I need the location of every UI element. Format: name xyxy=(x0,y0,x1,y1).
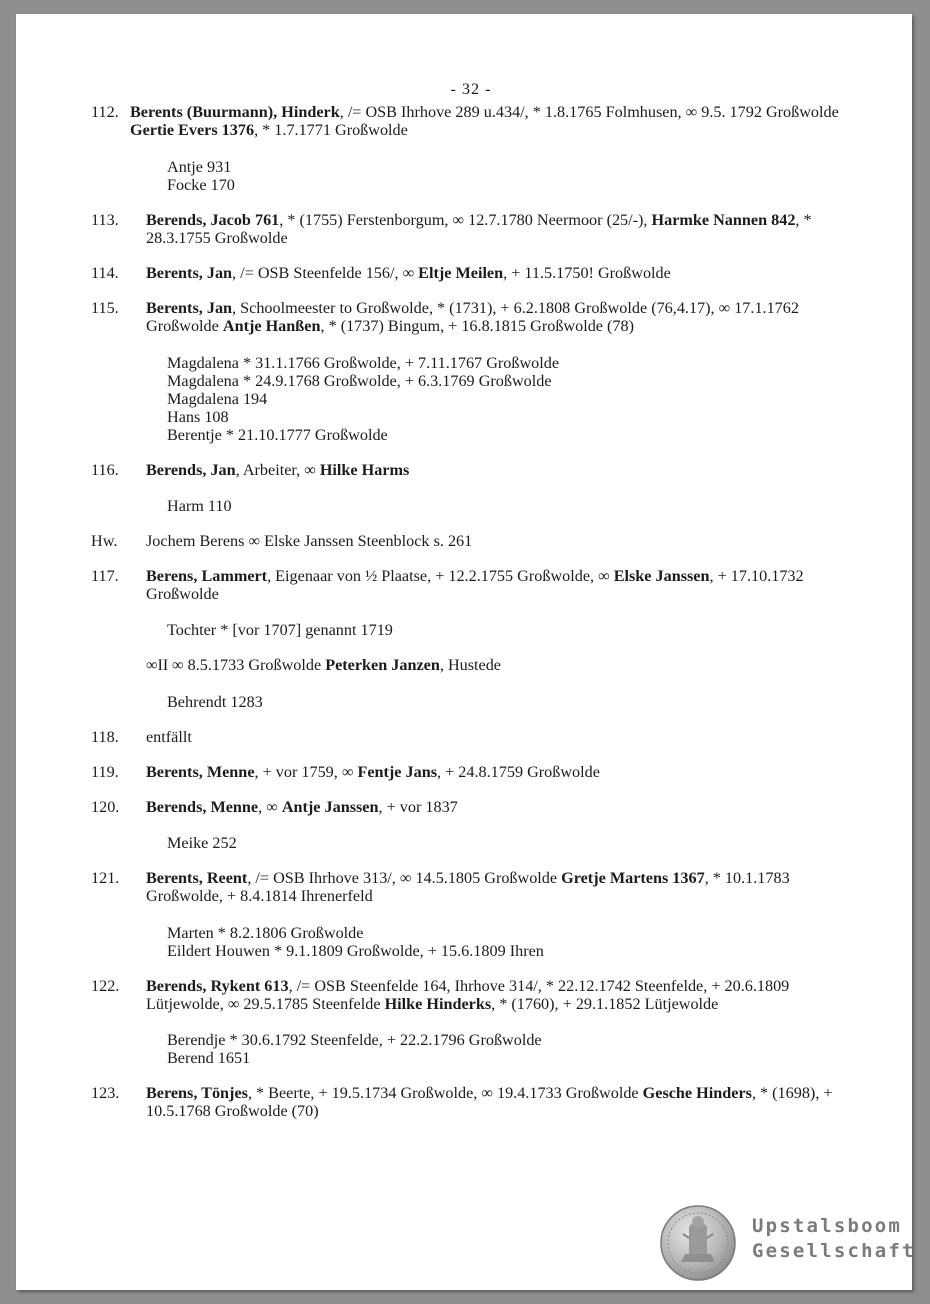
person-name: Berends, Jacob 761 xyxy=(146,210,280,229)
children-list xyxy=(167,834,851,852)
person-name: Berends, Jan xyxy=(146,460,236,479)
children-list xyxy=(167,497,851,515)
child-item: Meike 252 xyxy=(167,834,237,853)
entry-120 xyxy=(91,798,851,816)
entry-text: entfällt xyxy=(146,727,192,746)
child-item: Magdalena 194 xyxy=(167,389,268,408)
entry-number: 112. xyxy=(91,103,119,122)
entry-text xyxy=(146,798,851,816)
entry-number: 121. xyxy=(91,869,120,888)
entry-113 xyxy=(91,211,851,247)
entry-number: 122. xyxy=(91,976,120,995)
entry-details: , * (1755) Ferstenborgum, ∞ 12.7.1780 Neermoor (25/-), xyxy=(279,210,652,229)
entry-number: 123. xyxy=(91,1084,120,1103)
person-name: Berens, Tönjes xyxy=(146,1084,248,1103)
children-list xyxy=(167,924,851,960)
spouse-name: Gretje Martens 1367 xyxy=(561,869,705,888)
entry-details: , Schoolmeester to Großwolde, * (1731), + 6.2.1808 Großwolde (76,4.17), ∞ 17.1.1762 Großwolde xyxy=(146,299,799,336)
entry-number: Hw. xyxy=(91,531,118,550)
spouse-name: Fentje Jans xyxy=(357,762,438,781)
spouse-name: Elske Janssen xyxy=(613,567,710,586)
spouse-details: , * 28.3.1755 Großwolde xyxy=(146,210,812,247)
entry-text xyxy=(146,211,851,247)
entry-details: , /= OSB Steenfelde 164, Ihrhove 314/, * 22.12.1742 Steenfelde, + 20.6.1809 Lütjewolde, ∞ 29.5.1785 Steenfelde xyxy=(146,976,790,1013)
child-item: Harm 110 xyxy=(167,496,232,515)
entry-text xyxy=(130,103,851,139)
entry-details: , Eigenaar von ½ Plaatse, + 12.2.1755 Großwolde, ∞ xyxy=(267,567,614,586)
entry-123 xyxy=(91,1084,851,1120)
entry-number: 115. xyxy=(91,299,119,318)
entry-details: , /= OSB Ihrhove 289 u.434/, * 1.8.1765 Folmhusen, ∞ 9.5. 1792 Großwolde xyxy=(339,103,839,122)
entry-text xyxy=(146,763,851,781)
children-list xyxy=(167,621,851,639)
entry-number: 120. xyxy=(91,798,120,817)
entry-116 xyxy=(91,461,851,479)
spouse-details: , + 24.8.1759 Großwolde xyxy=(437,762,600,781)
logo-line1: Upstalsboom xyxy=(752,1215,903,1237)
entry-number: 118. xyxy=(91,727,119,746)
spouse-name: Eltje Meilen xyxy=(418,264,504,283)
spouse-name: Antje Janssen xyxy=(281,798,379,817)
child-item: Eildert Houwen * 9.1.1809 Großwolde, + 15.6.1809 Ihren xyxy=(167,941,544,960)
entry-text xyxy=(146,299,851,335)
person-name: Berents, Jan xyxy=(146,264,233,283)
entry-115 xyxy=(91,299,851,335)
entry-number: 114. xyxy=(91,264,119,283)
child-item: Magdalena * 31.1.1766 Großwolde, + 7.11.1767 Großwolde xyxy=(167,353,560,372)
child-item: Hans 108 xyxy=(167,407,229,426)
child-item: Berend 1651 xyxy=(167,1049,251,1068)
entry-details: , * Beerte, + 19.5.1734 Großwolde, ∞ 19.4.1733 Großwolde xyxy=(247,1084,643,1103)
child-item: Marten * 8.2.1806 Großwolde xyxy=(167,923,364,942)
spouse-name: Harmke Nannen 842 xyxy=(651,210,796,229)
entry-number: 116. xyxy=(91,460,119,479)
child-item: Berentje * 21.10.1777 Großwolde xyxy=(167,425,388,444)
children-list xyxy=(167,1031,851,1067)
marriage-details: ∞ 8.5.1733 Großwolde xyxy=(172,656,326,675)
child-item: Tochter * [vor 1707] genannt 1719 xyxy=(167,621,393,640)
spouse-name: Hilke Hinderks xyxy=(384,994,492,1013)
child-item: Antje 931 xyxy=(167,157,232,176)
spouse-details: , + vor 1837 xyxy=(378,798,458,817)
spouse-details: , * 10.1.1783 Großwolde, + 8.4.1814 Ihrenerfeld xyxy=(146,869,790,906)
child-item: Berendje * 30.6.1792 Steenfelde, + 22.2.1796 Großwolde xyxy=(167,1031,542,1050)
logo-line2: Gesellschaft xyxy=(752,1240,916,1262)
entry-number: 113. xyxy=(91,210,119,229)
entry-text xyxy=(146,461,851,479)
entry-114 xyxy=(91,264,851,282)
entry-details: , /= OSB Ihrhove 313/, ∞ 14.5.1805 Großwolde xyxy=(247,869,562,888)
entry-text xyxy=(146,264,851,282)
children-list xyxy=(167,693,851,711)
spouse-name: Hilke Harms xyxy=(319,460,410,479)
person-name: Berents, Menne xyxy=(146,762,255,781)
entry-121 xyxy=(91,869,851,905)
entry-number: 117. xyxy=(91,567,119,586)
spouse-details: , + 11.5.1750! Großwolde xyxy=(503,264,671,283)
second-marriage xyxy=(146,656,851,674)
entry-hw xyxy=(91,532,851,550)
spouse-details: , * (1737) Bingum, + 16.8.1815 Großwolde (78) xyxy=(320,317,634,336)
person-name: Berents (Buurmann), Hinderk xyxy=(130,103,340,122)
entry-119 xyxy=(91,763,851,781)
child-item: Behrendt 1283 xyxy=(167,692,263,711)
entry-text xyxy=(146,977,851,1013)
spouse-details: , Hustede xyxy=(439,656,501,675)
society-name xyxy=(752,1214,916,1264)
entry-text: Jochem Berens ∞ Elske Janssen Steenblock s. 261 xyxy=(146,531,473,550)
spouse-details: , + 17.10.1732 Großwolde xyxy=(146,567,804,604)
person-name: Berents, Reent xyxy=(146,869,248,888)
page-number: - 32 - xyxy=(450,80,492,98)
entry-details: , /= OSB Steenfelde 156/, ∞ xyxy=(232,264,419,283)
person-name: Berens, Lammert xyxy=(146,567,268,586)
entry-text xyxy=(146,869,851,905)
seal-icon xyxy=(659,1204,737,1282)
spouse-name: Gesche Hinders xyxy=(642,1084,752,1103)
person-name: Berends, Menne xyxy=(146,798,259,817)
entry-details: , ∞ xyxy=(258,798,282,817)
entry-details: , + vor 1759, ∞ xyxy=(254,762,358,781)
entry-122 xyxy=(91,977,851,1013)
entry-text xyxy=(146,567,851,603)
entry-text xyxy=(146,1084,851,1120)
spouse-name: Antje Hanßen xyxy=(222,317,321,336)
document-page xyxy=(16,14,916,1290)
entry-112 xyxy=(91,103,851,139)
spouse-details: , * (1760), + 29.1.1852 Lütjewolde xyxy=(491,994,719,1013)
entry-number: 119. xyxy=(91,762,119,781)
entry-118 xyxy=(91,728,851,746)
children-list xyxy=(167,158,851,194)
spouse-details: , * 1.7.1771 Großwolde xyxy=(254,121,408,140)
entry-117 xyxy=(91,567,851,603)
marriage-mark: ∞II xyxy=(146,656,169,675)
spouse-name: Gertie Evers 1376 xyxy=(130,121,255,140)
spouse-name: Peterken Janzen xyxy=(325,656,440,675)
child-item: Focke 170 xyxy=(167,175,235,194)
spouse-details: , * (1698), + 10.5.1768 Großwolde (70) xyxy=(146,1084,833,1121)
page-content xyxy=(91,80,851,1120)
children-list xyxy=(167,354,851,444)
person-name: Berends, Rykent 613 xyxy=(146,976,289,995)
entry-details: , Arbeiter, ∞ xyxy=(235,460,320,479)
society-logo xyxy=(659,1204,916,1282)
child-item: Magdalena * 24.9.1768 Großwolde, + 6.3.1769 Großwolde xyxy=(167,371,552,390)
person-name: Berents, Jan xyxy=(146,299,233,318)
